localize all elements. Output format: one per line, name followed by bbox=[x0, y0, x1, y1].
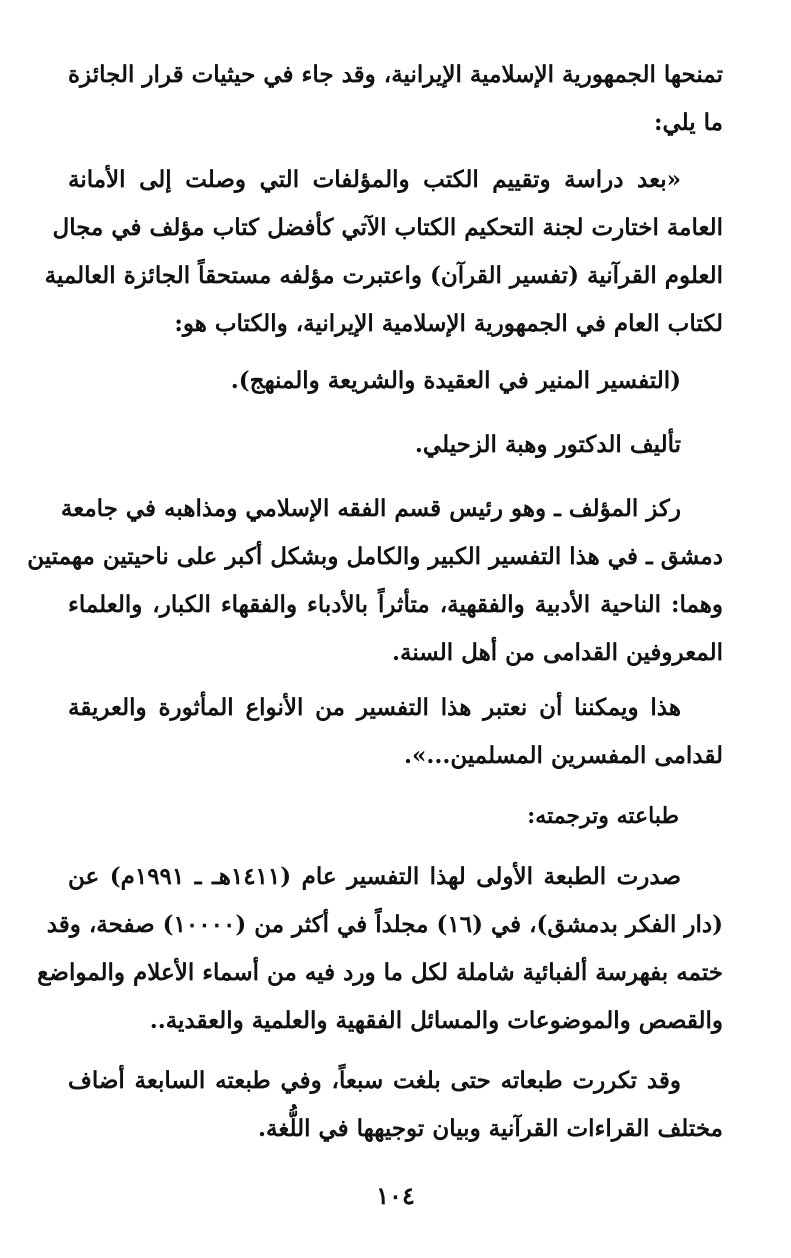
text-line: مختلف القراءات القرآنية وبيان توجيهها في اللُّغة. bbox=[258, 1115, 723, 1142]
text-line: ما يلي: bbox=[653, 109, 723, 136]
book-author-line bbox=[68, 421, 723, 469]
text-line: العلوم القرآنية (تفسير القرآن) واعتبرت مؤلفه مستحقاً الجائزة العالمية bbox=[44, 262, 723, 289]
text-line: وقد تكررت طبعاته حتى بلغت سبعاً، وفي طبعته السابعة أضاف bbox=[68, 1067, 681, 1094]
text-line: المعروفين القدامى من أهل السنة. bbox=[391, 639, 723, 666]
book-title: (التفسير المنير في العقيدة والشريعة والمنهج). bbox=[230, 367, 681, 394]
author-paragraph bbox=[27, 485, 723, 677]
text-line: والقصص والموضوعات والمسائل الفقهية والعلمية والعقدية.. bbox=[149, 1007, 723, 1034]
text-line: ركز المؤلف ـ وهو رئيس قسم الفقه الإسلامي ومذاهبه في جامعة bbox=[60, 495, 681, 522]
text-line: لكتاب العام في الجمهورية الإسلامية الإيرانية، والكتاب هو: bbox=[174, 310, 723, 337]
page-number: ١٠٤ bbox=[376, 1181, 415, 1210]
text-line: لقدامى المفسرين المسلمين...». bbox=[403, 742, 723, 769]
book-author: تأليف الدكتور وهبة الزحيلي. bbox=[414, 431, 681, 458]
text-line: تمنحها الجمهورية الإسلامية الإيرانية، وقد جاء في حيثيات قرار الجائزة bbox=[68, 61, 723, 88]
section-heading: طباعته وترجمته: bbox=[527, 803, 679, 829]
text-line: وهما: الناحية الأدبية والفقهية، متأثراً بالأدباء والفقهاء الكبار، والعلماء bbox=[68, 591, 723, 618]
text-line: صدرت الطبعة الأولى لهذا التفسير عام (١٤١١هـ ـ ١٩٩١م) عن bbox=[68, 863, 681, 890]
reprint-paragraph bbox=[68, 1057, 723, 1153]
closing-paragraph bbox=[68, 684, 723, 780]
text-line: دمشق ـ في هذا التفسير الكبير والكامل وبشكل أكبر على ناحيتين مهمتين bbox=[27, 543, 723, 570]
text-line: العامة اختارت لجنة التحكيم الكتاب الآتي كأفضل كتاب مؤلف في مجال bbox=[52, 214, 723, 241]
text-line: «بعد دراسة وتقييم الكتب والمؤلفات التي وصلت إلى الأمانة bbox=[68, 166, 681, 193]
book-title-line bbox=[68, 357, 723, 405]
edition-paragraph bbox=[37, 853, 723, 1045]
quote-paragraph bbox=[44, 156, 723, 348]
intro-paragraph bbox=[68, 51, 723, 147]
text-line: ختمه بفهرسة ألفبائية شاملة لكل ما ورد فيه من أسماء الأعلام والمواضع bbox=[37, 959, 723, 986]
text-line: هذا ويمكننا أن نعتبر هذا التفسير من الأنواع المأثورة والعريقة bbox=[68, 694, 681, 721]
text-line: (دار الفكر بدمشق)، في (١٦) مجلداً في أكثر من (١٠٠٠٠) صفحة، وقد bbox=[46, 911, 723, 938]
